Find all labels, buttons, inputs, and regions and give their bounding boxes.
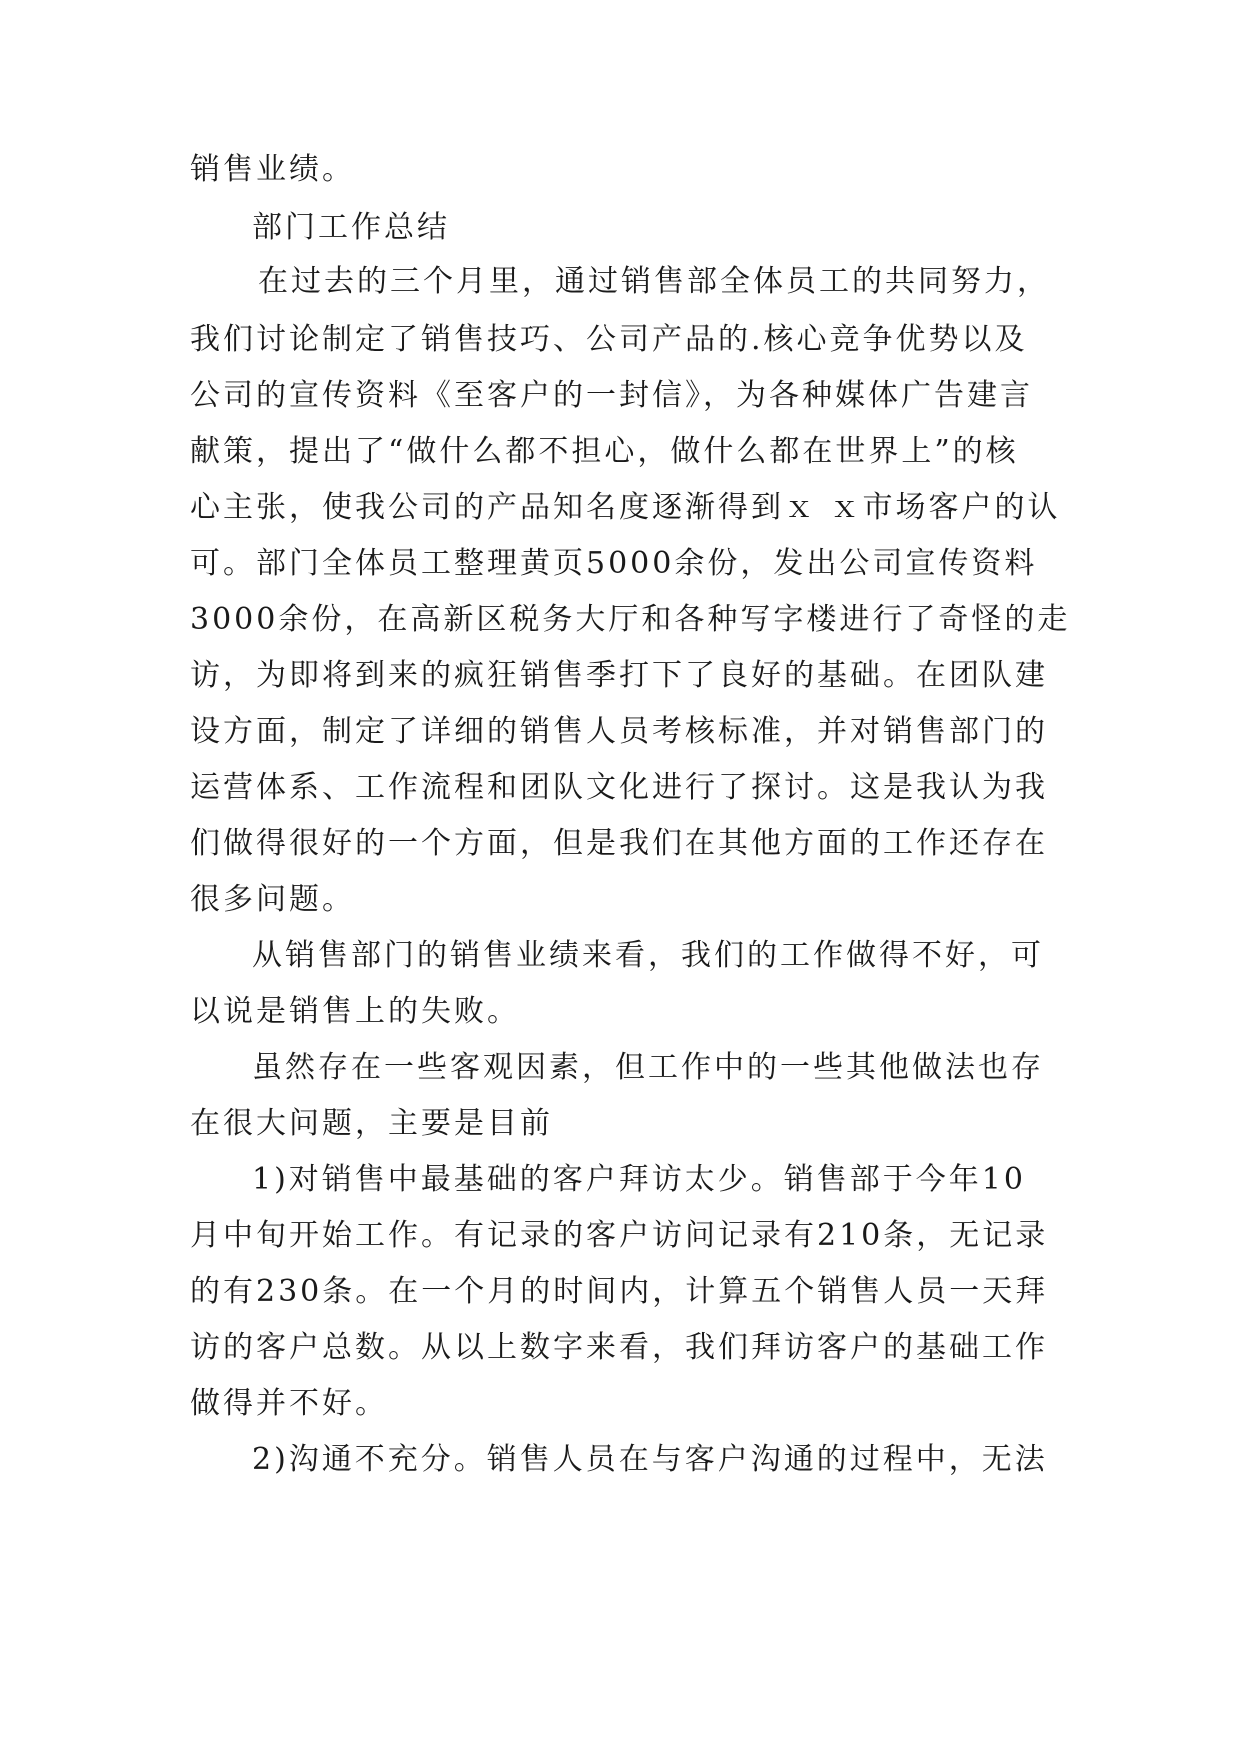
- text-line: 3000余份，在高新区税务大厅和各种写字楼进行了奇怪的走: [190, 602, 1071, 637]
- text-line: 销售业绩。: [190, 152, 355, 187]
- text-line: 献策，提出了“做什么都不担心，做什么都在世界上”的核: [190, 434, 1019, 469]
- text-line: 心主张，使我公司的产品知名度逐渐得到ｘ ｘ市场客户的认: [190, 490, 1061, 525]
- text-line: 从销售部门的销售业绩来看，我们的工作做得不好，可: [252, 938, 1044, 973]
- text-line: 以说是销售上的失败。: [190, 994, 520, 1029]
- text-line: 在很大问题，主要是目前: [190, 1106, 553, 1141]
- text-line: 的有230条。在一个月的时间内，计算五个销售人员一天拜: [190, 1274, 1049, 1309]
- text-line: 在过去的三个月里，通过销售部全体员工的共同努力，: [258, 264, 1050, 299]
- text-line: 月中旬开始工作。有记录的客户访问记录有210条，无记录: [190, 1218, 1049, 1253]
- text-line: 我们讨论制定了销售技巧、公司产品的.核心竞争优势以及: [190, 322, 1028, 357]
- text-line: 运营体系、工作流程和团队文化进行了探讨。这是我认为我: [190, 770, 1048, 805]
- text-line: 可。部门全体员工整理黄页5000余份，发出公司宣传资料: [190, 546, 1038, 581]
- section-heading: 部门工作总结: [252, 210, 450, 245]
- text-line: 做得并不好。: [190, 1386, 388, 1421]
- text-line: 们做得很好的一个方面，但是我们在其他方面的工作还存在: [190, 826, 1048, 861]
- text-line: 公司的宣传资料《至客户的一封信》，为各种媒体广告建言: [190, 378, 1033, 413]
- text-line: 设方面，制定了详细的销售人员考核标准，并对销售部门的: [190, 714, 1048, 749]
- text-line: 2)沟通不充分。销售人员在与客户沟通的过程中，无法: [252, 1442, 1048, 1477]
- text-line: 很多问题。: [190, 882, 355, 917]
- text-line: 访的客户总数。从以上数字来看，我们拜访客户的基础工作: [190, 1330, 1048, 1365]
- text-line: 虽然存在一些客观因素，但工作中的一些其他做法也存: [252, 1050, 1044, 1085]
- text-line: 1)对销售中最基础的客户拜访太少。销售部于今年10: [252, 1162, 1026, 1197]
- text-line: 访，为即将到来的疯狂销售季打下了良好的基础。在团队建: [190, 658, 1048, 693]
